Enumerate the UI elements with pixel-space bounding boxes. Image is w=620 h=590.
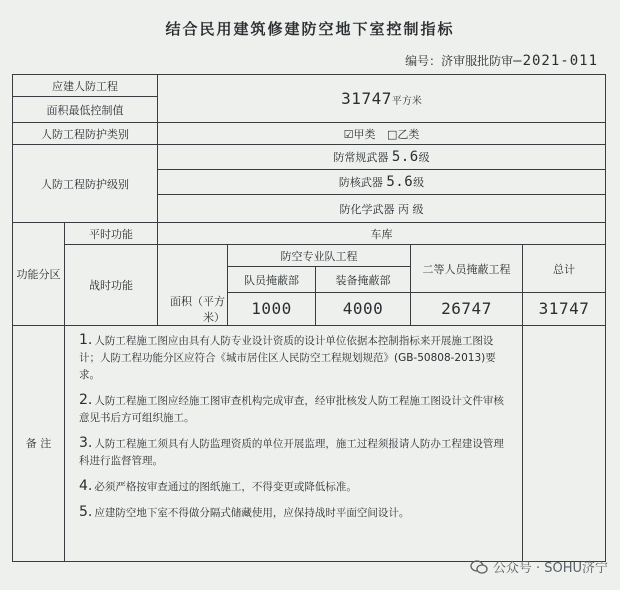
team-equip-label: 装备掩蔽部 (316, 267, 411, 293)
watermark-text: 公众号 · SOHU济宁 (492, 561, 608, 576)
wartime-label: 战时功能 (65, 245, 158, 326)
level-conventional-value: 5.6 (391, 149, 419, 165)
level-chem: 防化学武器 丙 级 (158, 195, 606, 223)
remarks-content (65, 325, 523, 561)
protect-class-cell (158, 123, 606, 145)
document-title: 结合民用建筑修建防空地下室控制指标 (165, 20, 455, 38)
level-nuclear-value: 5.6 (386, 174, 414, 190)
protect-class-label: 人防工程防护类别 (13, 123, 158, 145)
wechat-icon (470, 560, 488, 574)
class2-label: 二等人员掩蔽工程 (411, 245, 523, 293)
level-nuclear-cell (158, 170, 606, 195)
team-label: 防空专业队工程 (228, 245, 411, 267)
level-nuclear-label: 防核武器 (338, 176, 383, 189)
note-3: 3. 人防工程施工须具有人防监理资质的单位开展监理，施工过程须报请人防办工程建设管理科进行监督管理。 (79, 434, 504, 467)
protect-level-label: 人防工程防护级别 (13, 145, 158, 223)
doc-number-label: 编号：济审服批防审 (405, 54, 514, 68)
remarks-label: 备 注 (13, 325, 65, 561)
watermark (470, 557, 608, 576)
document-number (405, 52, 598, 69)
total-label: 总计 (523, 245, 606, 293)
note-4: 4. 必须严格按审查通过的图纸施工，不得变更或降低标准。 (79, 477, 357, 494)
team-person-label: 队员掩蔽部 (228, 267, 316, 293)
team-person-value: 1000 (228, 293, 316, 326)
area-row-label: 面积（平方米） (158, 293, 228, 326)
area-value: 31747 (341, 89, 392, 108)
note-2: 2. 人防工程施工图应经施工图审查机构完成审查，经审批核发人防工程施工图设计文件审核意见书后方可组织施工。 (79, 391, 504, 424)
control-index-table (12, 74, 606, 562)
doc-number-value: —2021-011 (513, 53, 598, 69)
note-5: 5. 应建防空地下室不得做分隔式储藏使用，应保持战时平面空间设计。 (79, 503, 410, 520)
class-a-checkbox: ☑甲类 (343, 127, 376, 141)
class-b-checkbox: □乙类 (387, 127, 420, 141)
class2-value: 26747 (411, 293, 523, 326)
peacetime-value: 车库 (158, 223, 606, 245)
area-unit: 平方米 (391, 96, 422, 107)
function-zone-label: 功能分区 (13, 223, 65, 326)
team-equip-value: 4000 (316, 293, 411, 326)
min-area-label: 面积最低控制值 (13, 97, 158, 123)
note-1: 1. 人防工程施工图应由具有人防专业设计资质的设计单位依据本控制指标来开展施工图设计；人防工程功能分区应符合《城市居住区人民防空工程规划规范》(GB-50808-2013)要求。 (79, 331, 496, 381)
total-value: 31747 (523, 293, 606, 326)
built-area-label: 应建人防工程 (13, 75, 158, 97)
area-value-cell (158, 75, 606, 123)
level-unit: 级 (418, 151, 430, 164)
level-conventional-cell (158, 145, 606, 170)
level-unit-2: 级 (413, 176, 425, 189)
peacetime-label: 平时功能 (65, 223, 158, 245)
level-conventional-label: 防常规武器 (333, 151, 389, 164)
